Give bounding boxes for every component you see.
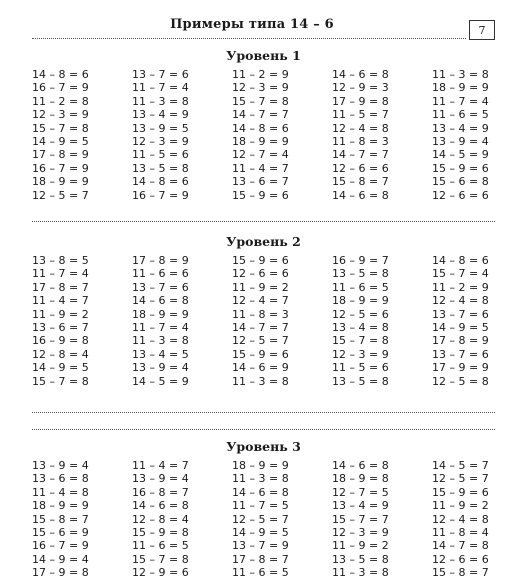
problem-item: 12 – 6 = 6 bbox=[432, 188, 489, 202]
problem-item: 11 – 3 = 8 bbox=[432, 68, 489, 81]
problem-item: 13 – 7 = 6 bbox=[432, 307, 489, 321]
problem-item: 18 – 9 = 9 bbox=[32, 499, 89, 513]
problem-item: 11 – 7 = 4 bbox=[432, 94, 489, 108]
problem-item: 12 – 9 = 3 bbox=[332, 81, 389, 95]
problem-item: 11 – 9 = 2 bbox=[32, 307, 89, 321]
problem-item: 14 – 5 = 7 bbox=[432, 459, 489, 472]
problem-item: 11 – 9 = 2 bbox=[432, 499, 489, 513]
problem-item: 13 – 5 = 8 bbox=[332, 267, 389, 281]
problem-item: 11 – 8 = 3 bbox=[332, 134, 389, 148]
problem-item: 11 – 7 = 4 bbox=[32, 267, 89, 281]
problem-item: 12 – 6 = 6 bbox=[332, 161, 389, 175]
problem-item: 12 – 7 = 4 bbox=[232, 148, 289, 162]
problem-item: 12 – 3 = 9 bbox=[32, 108, 89, 122]
problem-item: 15 – 8 = 7 bbox=[432, 566, 489, 580]
header-divider bbox=[32, 38, 466, 39]
problem-item: 14 – 6 = 8 bbox=[332, 188, 389, 202]
problem-item: 16 – 7 = 9 bbox=[32, 81, 89, 95]
problem-item: 11 – 6 = 5 bbox=[132, 539, 189, 553]
problem-column bbox=[332, 68, 432, 202]
problem-column bbox=[432, 254, 495, 388]
problem-item: 13 – 7 = 6 bbox=[132, 280, 189, 294]
problem-item: 13 – 7 = 6 bbox=[132, 68, 189, 81]
problem-item: 12 – 8 = 4 bbox=[132, 512, 189, 526]
section-divider bbox=[32, 221, 495, 222]
problem-item: 11 – 7 = 4 bbox=[132, 81, 189, 95]
problem-item: 15 – 9 = 8 bbox=[132, 525, 189, 539]
problem-item: 11 – 3 = 8 bbox=[132, 94, 189, 108]
problem-item: 13 – 4 = 9 bbox=[432, 121, 489, 135]
problem-item: 11 – 3 = 8 bbox=[232, 472, 289, 486]
problem-item: 15 – 9 = 6 bbox=[432, 485, 489, 499]
problem-item: 16 – 9 = 8 bbox=[32, 334, 89, 348]
problem-item: 15 – 9 = 6 bbox=[232, 347, 289, 361]
problem-item: 14 – 6 = 8 bbox=[232, 485, 289, 499]
problem-item: 15 – 9 = 6 bbox=[232, 188, 289, 202]
problem-item: 11 – 5 = 6 bbox=[332, 361, 389, 375]
problem-item: 15 – 6 = 8 bbox=[432, 175, 489, 189]
problem-item: 13 – 9 = 4 bbox=[432, 134, 489, 148]
problem-item: 11 – 7 = 5 bbox=[232, 499, 289, 513]
problem-item: 14 – 9 = 4 bbox=[32, 552, 89, 566]
level-3-section bbox=[32, 437, 495, 580]
problem-item: 15 – 6 = 9 bbox=[32, 525, 89, 539]
problem-item: 11 – 4 = 7 bbox=[232, 161, 289, 175]
problem-item: 16 – 7 = 9 bbox=[32, 161, 89, 175]
problem-item: 11 – 6 = 5 bbox=[232, 566, 289, 580]
problem-item: 13 – 9 = 5 bbox=[132, 121, 189, 135]
problem-item: 18 – 9 = 9 bbox=[232, 459, 289, 472]
problem-item: 14 – 8 = 6 bbox=[432, 254, 489, 267]
page-header bbox=[32, 14, 495, 40]
problem-item: 18 – 9 = 9 bbox=[32, 175, 89, 189]
problem-item: 12 – 3 = 9 bbox=[332, 347, 389, 361]
problem-item: 15 – 7 = 4 bbox=[432, 267, 489, 281]
page-title: Примеры типа 14 – 6 bbox=[170, 17, 334, 32]
problem-item: 12 – 4 = 8 bbox=[432, 512, 489, 526]
problem-item: 14 – 9 = 5 bbox=[32, 134, 89, 148]
problem-item: 12 – 7 = 5 bbox=[332, 485, 389, 499]
problem-column bbox=[32, 254, 132, 388]
problem-item: 11 – 2 = 9 bbox=[232, 68, 289, 81]
problem-item: 17 – 9 = 9 bbox=[432, 361, 489, 375]
problem-item: 14 – 5 = 9 bbox=[132, 374, 189, 388]
problem-item: 15 – 8 = 7 bbox=[332, 175, 389, 189]
problem-column bbox=[132, 254, 232, 388]
problem-item: 12 – 3 = 9 bbox=[232, 81, 289, 95]
problem-item: 12 – 6 = 6 bbox=[232, 267, 289, 281]
problem-item: 11 – 3 = 8 bbox=[132, 334, 189, 348]
problem-column bbox=[232, 254, 332, 388]
problem-item: 15 – 7 = 8 bbox=[232, 94, 289, 108]
problem-item: 17 – 8 = 7 bbox=[232, 552, 289, 566]
problem-item: 18 – 9 = 9 bbox=[232, 134, 289, 148]
problem-item: 12 – 9 = 6 bbox=[132, 566, 189, 580]
problem-item: 15 – 7 = 8 bbox=[132, 552, 189, 566]
problem-item: 11 – 9 = 2 bbox=[332, 539, 389, 553]
section-divider bbox=[32, 412, 495, 413]
problem-item: 12 – 5 = 6 bbox=[332, 307, 389, 321]
problem-item: 11 – 6 = 6 bbox=[132, 267, 189, 281]
problem-item: 14 – 8 = 6 bbox=[32, 68, 89, 81]
problem-item: 13 – 6 = 7 bbox=[32, 320, 89, 334]
problem-column bbox=[232, 68, 332, 202]
problem-item: 18 – 9 = 9 bbox=[332, 294, 389, 308]
section-divider bbox=[32, 429, 495, 430]
level-1-section bbox=[32, 46, 495, 202]
problem-column bbox=[432, 68, 495, 202]
problem-item: 18 – 9 = 8 bbox=[332, 472, 389, 486]
problem-item: 17 – 9 = 8 bbox=[32, 566, 89, 580]
problem-item: 14 – 6 = 8 bbox=[132, 294, 189, 308]
problem-item: 14 – 6 = 8 bbox=[132, 499, 189, 513]
problem-item: 14 – 9 = 5 bbox=[32, 361, 89, 375]
problem-item: 11 – 5 = 6 bbox=[132, 148, 189, 162]
problem-column bbox=[332, 459, 432, 580]
problem-item: 16 – 8 = 7 bbox=[132, 485, 189, 499]
problem-item: 14 – 7 = 7 bbox=[332, 148, 389, 162]
problem-item: 11 – 2 = 8 bbox=[32, 94, 89, 108]
problem-item: 11 – 6 = 5 bbox=[332, 280, 389, 294]
problem-item: 11 – 3 = 8 bbox=[332, 566, 389, 580]
problem-item: 13 – 9 = 4 bbox=[132, 361, 189, 375]
problem-item: 11 – 2 = 9 bbox=[432, 280, 489, 294]
problem-item: 12 – 4 = 7 bbox=[232, 294, 289, 308]
problem-item: 13 – 9 = 4 bbox=[32, 459, 89, 472]
problem-item: 13 – 5 = 8 bbox=[332, 374, 389, 388]
problem-column bbox=[32, 459, 132, 580]
page-number-box: 7 bbox=[469, 20, 495, 40]
problem-item: 15 – 7 = 8 bbox=[32, 374, 89, 388]
problem-item: 14 – 8 = 6 bbox=[232, 121, 289, 135]
problem-item: 11 – 8 = 3 bbox=[232, 307, 289, 321]
problem-item: 11 – 9 = 2 bbox=[232, 280, 289, 294]
problem-item: 15 – 9 = 6 bbox=[432, 161, 489, 175]
problem-item: 13 – 5 = 8 bbox=[332, 552, 389, 566]
level-title: Уровень 1 bbox=[226, 48, 301, 63]
problem-item: 15 – 7 = 8 bbox=[332, 334, 389, 348]
problem-item: 15 – 8 = 7 bbox=[32, 512, 89, 526]
problem-item: 16 – 9 = 7 bbox=[332, 254, 389, 267]
problem-item: 17 – 9 = 8 bbox=[332, 94, 389, 108]
problem-item: 13 – 6 = 8 bbox=[32, 472, 89, 486]
problem-item: 11 – 8 = 4 bbox=[432, 525, 489, 539]
problem-item: 11 – 6 = 5 bbox=[432, 108, 489, 122]
problem-item: 11 – 7 = 4 bbox=[132, 320, 189, 334]
problem-item: 14 – 9 = 5 bbox=[232, 525, 289, 539]
problem-item: 12 – 5 = 7 bbox=[232, 334, 289, 348]
problem-column bbox=[132, 68, 232, 202]
problem-item: 14 – 5 = 9 bbox=[432, 148, 489, 162]
problem-item: 13 – 4 = 9 bbox=[332, 499, 389, 513]
problem-item: 12 – 6 = 6 bbox=[432, 552, 489, 566]
problem-item: 11 – 4 = 7 bbox=[32, 294, 89, 308]
problem-column bbox=[432, 459, 495, 580]
problem-item: 12 – 5 = 7 bbox=[232, 512, 289, 526]
problem-item: 13 – 4 = 8 bbox=[332, 320, 389, 334]
problems-grid bbox=[32, 254, 495, 388]
problem-item: 12 – 5 = 7 bbox=[432, 472, 489, 486]
problem-item: 18 – 9 = 9 bbox=[132, 307, 189, 321]
problem-item: 14 – 9 = 5 bbox=[432, 320, 489, 334]
problem-item: 11 – 5 = 7 bbox=[332, 108, 389, 122]
problems-grid bbox=[32, 459, 495, 580]
problem-item: 13 – 6 = 7 bbox=[232, 175, 289, 189]
problem-item: 12 – 3 = 9 bbox=[332, 525, 389, 539]
problem-item: 13 – 7 = 9 bbox=[232, 539, 289, 553]
problem-item: 13 – 5 = 8 bbox=[132, 161, 189, 175]
problem-item: 14 – 6 = 8 bbox=[332, 459, 389, 472]
problem-item: 14 – 6 = 8 bbox=[332, 68, 389, 81]
level-2-section bbox=[32, 232, 495, 388]
problem-item: 15 – 9 = 6 bbox=[232, 254, 289, 267]
problem-item: 17 – 8 = 7 bbox=[32, 280, 89, 294]
problem-item: 12 – 4 = 8 bbox=[332, 121, 389, 135]
problem-item: 13 – 9 = 4 bbox=[132, 472, 189, 486]
problem-item: 13 – 4 = 5 bbox=[132, 347, 189, 361]
problem-item: 16 – 7 = 9 bbox=[132, 188, 189, 202]
problem-item: 12 – 4 = 8 bbox=[432, 294, 489, 308]
problem-item: 15 – 7 = 8 bbox=[32, 121, 89, 135]
problem-item: 14 – 8 = 6 bbox=[132, 175, 189, 189]
problem-item: 11 – 4 = 7 bbox=[132, 459, 189, 472]
problem-item: 16 – 7 = 9 bbox=[32, 539, 89, 553]
problem-item: 14 – 7 = 7 bbox=[232, 108, 289, 122]
problem-item: 13 – 8 = 5 bbox=[32, 254, 89, 267]
problem-item: 14 – 7 = 7 bbox=[232, 320, 289, 334]
problem-item: 12 – 5 = 7 bbox=[32, 188, 89, 202]
problem-item: 17 – 8 = 9 bbox=[132, 254, 189, 267]
problems-grid bbox=[32, 68, 495, 202]
problem-item: 18 – 9 = 9 bbox=[432, 81, 489, 95]
problem-item: 11 – 4 = 8 bbox=[32, 485, 89, 499]
level-title: Уровень 2 bbox=[226, 234, 301, 249]
problem-item: 14 – 6 = 9 bbox=[232, 361, 289, 375]
problem-item: 17 – 8 = 9 bbox=[32, 148, 89, 162]
problem-item: 12 – 8 = 4 bbox=[32, 347, 89, 361]
problem-column bbox=[32, 68, 132, 202]
problem-item: 12 – 5 = 8 bbox=[432, 374, 489, 388]
problem-item: 11 – 3 = 8 bbox=[232, 374, 289, 388]
problem-column bbox=[132, 459, 232, 580]
problem-item: 12 – 3 = 9 bbox=[132, 134, 189, 148]
level-title: Уровень 3 bbox=[226, 439, 301, 454]
problem-item: 13 – 4 = 9 bbox=[132, 108, 189, 122]
problem-item: 17 – 8 = 9 bbox=[432, 334, 489, 348]
problem-column bbox=[232, 459, 332, 580]
problem-item: 13 – 7 = 6 bbox=[432, 347, 489, 361]
problem-item: 15 – 7 = 7 bbox=[332, 512, 389, 526]
problem-column bbox=[332, 254, 432, 388]
problem-item: 14 – 7 = 8 bbox=[432, 539, 489, 553]
